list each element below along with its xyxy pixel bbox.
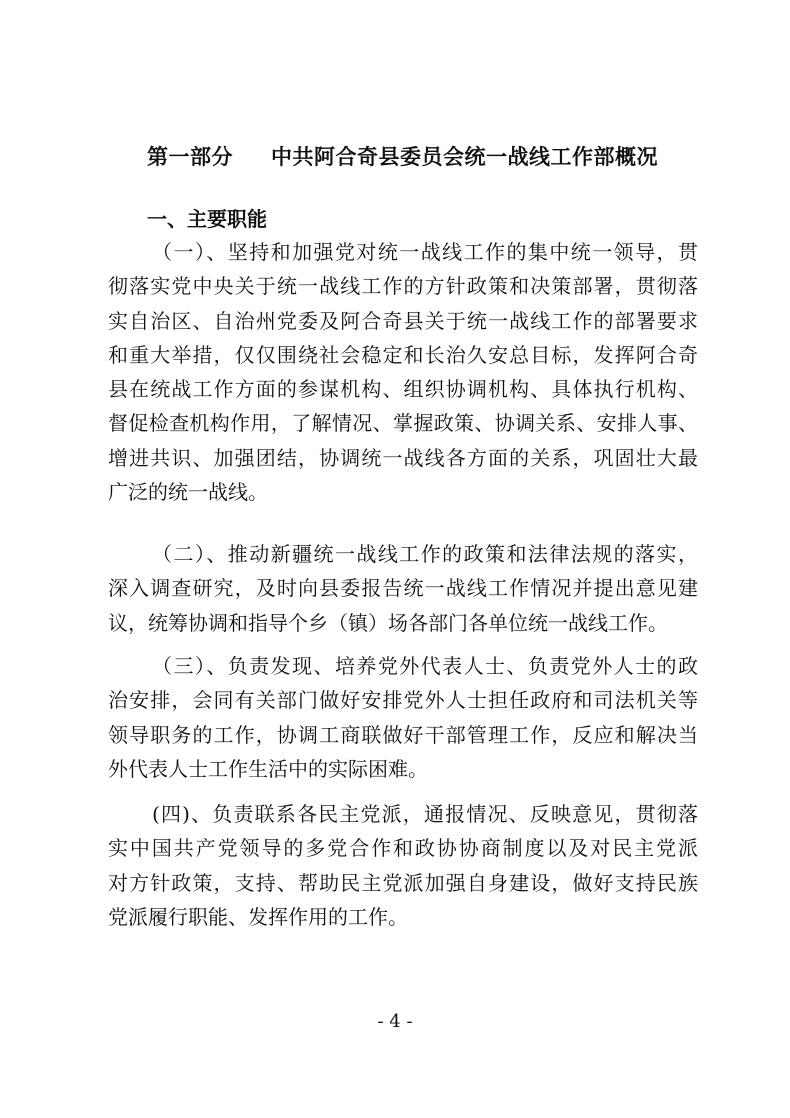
paragraph-line: 外代表人士工作生活中的实际困难。 [108, 756, 428, 781]
paragraph-line: 党派履行职能、发挥作用的工作。 [108, 904, 408, 929]
paragraph-line: （一）、坚持和加强党对统一战线工作的集中统一领导，贯 [152, 240, 698, 264]
paragraph-line: 督促检查机构作用，了解情况、掌握政策、协调关系、安排人事、 [108, 411, 698, 436]
paragraph-2 [108, 537, 698, 640]
section-heading: 一、主要职能 [147, 207, 267, 231]
part-label: 第一部分 [147, 145, 233, 169]
paragraph-line: 实自治区、自治州党委及阿合奇县关于统一战线工作的部署要求 [108, 308, 698, 333]
paragraph-line: 议，统筹协调和指导个乡（镇）场各部门各单位统一战线工作。 [108, 610, 668, 635]
paragraph-3 [108, 649, 698, 786]
paragraph-line: （三）、负责发现、培养党外代表人士、负责党外人士的政 [152, 654, 698, 678]
paragraph-line: 治安排，会同有关部门做好安排党外人士担任政府和司法机关等 [108, 688, 698, 713]
paragraph-line: 和重大举措，仅仅围绕社会稳定和长治久安总目标，发挥阿合奇 [108, 342, 698, 367]
paragraph-line: 对方针政策，支持、帮助民主党派加强自身建设，做好支持民族 [108, 870, 698, 895]
paragraph-1 [108, 235, 698, 509]
paragraph-4 [108, 797, 698, 934]
paragraph-line: (四)、负责联系各民主党派，通报情况、反映意见，贯彻落 [152, 802, 698, 826]
paragraph-line: 实中国共产党领导的多党合作和政协协商制度以及对民主党派 [108, 836, 698, 861]
paragraph-line: 增进共识、加强团结，协调统一战线各方面的关系，巩固壮大最 [108, 445, 698, 470]
paragraph-line: 领导职务的工作，协调工商联做好干部管理工作，反应和解决当 [108, 722, 698, 747]
paragraph-line: 广泛的统一战线。 [108, 480, 268, 505]
part-title [147, 141, 658, 173]
paragraph-line: 县在统战工作方面的参谋机构、组织协调机构、具体执行机构、 [108, 377, 698, 402]
page-number: - 4 - [377, 1011, 413, 1032]
part-name: 中共阿合奇县委员会统一战线工作部概况 [271, 145, 658, 169]
paragraph-line: 彻落实党中央关于统一战线工作的方针政策和决策部署，贯彻落 [108, 274, 698, 299]
paragraph-line: 深入调查研究，及时向县委报告统一战线工作情况并提出意见建 [108, 576, 698, 601]
paragraph-line: （二）、推动新疆统一战线工作的政策和法律法规的落实， [152, 542, 698, 566]
